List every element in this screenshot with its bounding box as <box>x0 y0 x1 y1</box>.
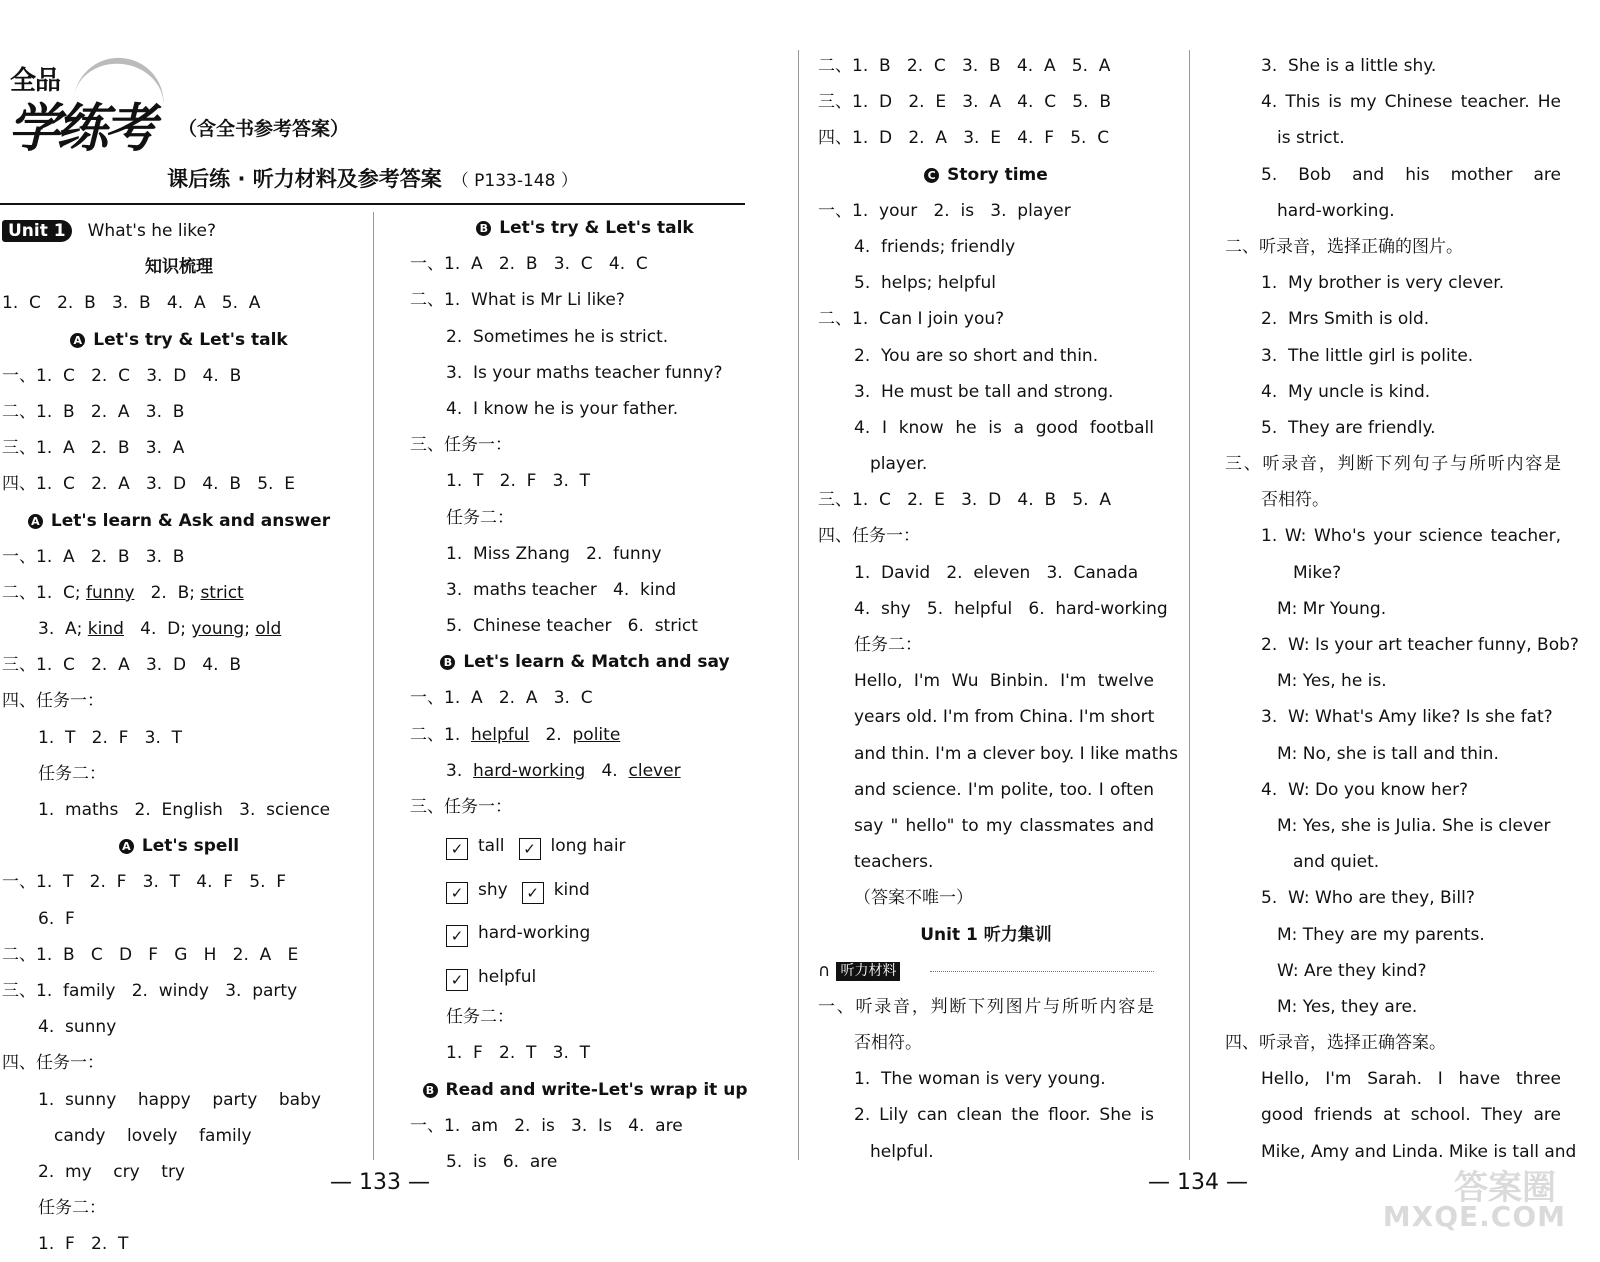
answer-line: 二、1. Can I join you? <box>818 309 1005 330</box>
answer-line: 任务二： <box>38 763 106 784</box>
answer-line: 2. W: Is your art teacher funny, Bob? <box>1261 635 1579 655</box>
check-icon: ✓ <box>446 882 468 904</box>
answer-line: M: Yes, they are. <box>1277 996 1418 1017</box>
check-icon: ✓ <box>519 838 541 860</box>
underlined-answer: old <box>255 619 282 640</box>
section-heading <box>2 249 356 285</box>
answer-line: 二、1. B 2. C 3. B 4. A 5. A <box>818 56 1111 76</box>
checkbox-label: long hair <box>550 836 626 857</box>
answer-line: 二、1. B C D F G H 2. A E <box>2 944 299 965</box>
answer-line: 2. my cry try <box>38 1161 185 1182</box>
answer-line: 4. I know he is a good football <box>854 417 1154 438</box>
page-number-left: — 133 — <box>330 1170 430 1195</box>
answer-line: M: Yes, he is. <box>1277 671 1387 692</box>
answer-line: 1. F 2. T <box>38 1234 129 1255</box>
section-badge-icon: B <box>476 221 491 236</box>
underlined-answer: strict <box>200 582 244 603</box>
answer-text: 二、1. <box>410 724 472 745</box>
answer-text: 4. D; <box>123 619 192 640</box>
answer-line: 4. sunny <box>38 1017 117 1038</box>
answer-line: 3. W: What's Amy like? Is she fat? <box>1261 707 1553 728</box>
section-badge-icon: C <box>924 168 939 183</box>
section-badge-icon: A <box>28 514 43 529</box>
answer-line <box>410 753 760 789</box>
check-icon: ✓ <box>446 925 468 947</box>
answer-line: candy lovely family <box>54 1125 252 1146</box>
check-icon: ✓ <box>522 882 544 904</box>
answer-line: Hello, I'm Wu Binbin. I'm twelve <box>854 671 1154 692</box>
answer-line: 1. C 2. B 3. B 4. A 5. A <box>2 293 261 314</box>
unit-title: What's he like? <box>87 221 217 241</box>
checkbox-row <box>410 825 760 869</box>
answer-line: 一、1. A 2. A 3. C <box>410 688 593 709</box>
answer-line: 四、任务一： <box>2 691 104 712</box>
answer-line: good friends at school. They are <box>1261 1105 1561 1126</box>
page-range: （ P133-148 ） <box>451 171 578 191</box>
logo-top-text: 全品 <box>10 66 61 96</box>
answer-line: 二、1. B 2. A 3. B <box>2 401 185 422</box>
answer-line: 1. T 2. F 3. T <box>446 471 591 492</box>
answer-line: 三、任务一： <box>410 797 512 817</box>
answer-line: and thin. I'm a clever boy. I like maths <box>854 743 1178 764</box>
checkbox-label: shy <box>478 879 508 900</box>
section-heading-text: Unit 1 听力集训 <box>920 924 1052 945</box>
answer-line: 1. David 2. eleven 3. Canada <box>854 562 1139 583</box>
underlined-answer: clever <box>628 760 681 781</box>
answer-line: 5. Chinese teacher 6. strict <box>446 616 698 637</box>
watermark-bottom: MXQE.COM <box>1382 1200 1566 1233</box>
answer-line: 5. is 6. are <box>446 1151 558 1172</box>
answer-line: 任务二： <box>38 1198 106 1219</box>
unit-label: Unit 1 <box>2 220 72 242</box>
answer-line: 二、1. What is Mr Li like? <box>410 290 625 311</box>
answer-line: 一、1. C 2. C 3. D 4. B <box>2 365 242 386</box>
answer-line: 1. Miss Zhang 2. funny <box>446 543 662 564</box>
answer-line: （答案不唯一） <box>854 888 973 909</box>
answer-line: 否相符。 <box>1261 490 1329 511</box>
answer-line: 1. My brother is very clever. <box>1261 273 1505 294</box>
answer-line: 四、任务一： <box>818 526 920 547</box>
check-icon: ✓ <box>446 969 468 991</box>
title-rule <box>0 203 745 205</box>
answer-line: 2. You are so short and thin. <box>854 345 1099 366</box>
column-1 <box>2 213 356 1262</box>
checkbox-row <box>410 869 760 913</box>
answer-line: 三、1. C 2. A 3. D 4. B <box>2 655 241 676</box>
checkbox-label: kind <box>553 879 590 900</box>
answer-line: say " hello" to my classmates and <box>854 815 1154 836</box>
page-number-right: — 134 — <box>1148 1170 1248 1195</box>
column-divider-1 <box>373 212 374 1160</box>
page-title <box>0 163 745 193</box>
answer-text: ; <box>244 619 256 640</box>
answer-text: 3. <box>446 760 474 781</box>
answer-line: 任务二： <box>446 1007 514 1028</box>
answer-line: 三、1. C 2. E 3. D 4. B 5. A <box>818 490 1111 511</box>
brand-logo <box>6 58 350 159</box>
answer-line: helpful. <box>870 1141 934 1162</box>
answer-line: hard-working. <box>1277 200 1395 221</box>
answer-line <box>410 717 760 753</box>
answer-line: 1. F 2. T 3. T <box>446 1043 591 1064</box>
listening-material-heading <box>818 953 1154 989</box>
answer-line: 5. They are friendly. <box>1261 417 1436 438</box>
answer-line: M: Mr Young. <box>1277 598 1387 619</box>
listening-material-label: 听力材料 <box>836 962 900 981</box>
answer-line: 5. Bob and his mother are <box>1261 164 1561 185</box>
answer-line: 3. The little girl is polite. <box>1261 345 1474 366</box>
column-divider-2 <box>1189 50 1190 1160</box>
underlined-answer: helpful <box>471 724 530 745</box>
unit-heading <box>2 213 356 249</box>
answer-line: 3. She is a little shy. <box>1261 56 1437 76</box>
answer-line: 否相符。 <box>854 1033 922 1054</box>
answer-line: 四、听录音，选择正确答案。 <box>1225 1033 1446 1054</box>
underlined-answer: young <box>191 619 245 640</box>
answer-line: 一、1. T 2. F 3. T 4. F 5. F <box>2 872 287 893</box>
answer-line: 三、1. family 2. windy 3. party <box>2 980 298 1001</box>
page-title-text: 课后练 · 听力材料及参考答案 <box>167 167 442 191</box>
watermark-top: 答案圈 <box>1454 1168 1556 1208</box>
answer-line: 一、1. A 2. B 3. C 4. C <box>410 254 648 275</box>
answer-line: 1. The woman is very young. <box>854 1069 1106 1090</box>
column-2 <box>410 210 760 1180</box>
section-badge-icon: A <box>119 839 134 854</box>
answer-line: 任务二： <box>854 635 922 655</box>
answer-line: 三、任务一： <box>410 435 512 456</box>
section-badge-icon: A <box>70 333 85 348</box>
check-icon: ✓ <box>446 838 468 860</box>
answer-line: player. <box>870 454 928 475</box>
answer-line: 1. maths 2. English 3. science <box>38 800 331 820</box>
answer-line: Mike? <box>1293 562 1342 583</box>
section-heading <box>410 644 760 680</box>
column-3 <box>818 48 1178 1170</box>
answer-line: 4. W: Do you know her? <box>1261 779 1469 800</box>
section-heading-text: Let's learn & Ask and answer <box>50 510 331 531</box>
section-heading-text: Let's spell <box>141 836 240 857</box>
answer-line: 5. W: Who are they, Bill? <box>1261 888 1475 909</box>
answer-line: 四、任务一： <box>2 1053 104 1074</box>
section-heading <box>2 503 356 539</box>
checkbox-label: helpful <box>478 966 537 987</box>
checkbox-row <box>410 912 760 956</box>
checkbox-label: tall <box>478 836 505 857</box>
answer-line: is strict. <box>1277 128 1345 149</box>
answer-line: years old. I'm from China. I'm short <box>854 707 1155 728</box>
answer-line: 三、听录音，判断下列句子与所听内容是 <box>1225 454 1561 475</box>
answer-text: 二、1. C; <box>2 582 87 603</box>
answer-line: 任务二： <box>446 507 514 528</box>
section-heading-text: Let's learn & Match and say <box>463 652 730 673</box>
answer-line: 一、听录音，判断下列图片与所听内容是 <box>818 996 1154 1017</box>
answer-line: 1. T 2. F 3. T <box>38 727 183 748</box>
answer-line: 4. This is my Chinese teacher. He <box>1261 92 1561 113</box>
answer-line: Mike, Amy and Linda. Mike is tall and <box>1261 1141 1577 1162</box>
answer-line: 3. maths teacher 4. kind <box>446 579 677 600</box>
underlined-answer: kind <box>87 619 124 640</box>
logo-main-text: 学练考 <box>8 99 153 159</box>
answer-line: 三、1. D 2. E 3. A 4. C 5. B <box>818 92 1111 113</box>
answer-line: 一、1. your 2. is 3. player <box>818 200 1071 221</box>
section-heading <box>818 917 1154 953</box>
checkbox-label: hard-working <box>478 923 591 944</box>
underlined-answer: hard-working <box>473 760 586 781</box>
section-heading <box>818 157 1154 193</box>
answer-line: 2. Sometimes he is strict. <box>446 326 669 347</box>
section-heading <box>410 210 760 246</box>
answer-line: M: They are my parents. <box>1277 924 1485 945</box>
section-heading <box>2 828 356 864</box>
answer-line: 2. Mrs Smith is old. <box>1261 309 1430 330</box>
section-heading-text: Let's try & Let's talk <box>499 218 694 238</box>
section-heading-text: 知识梳理 <box>145 257 213 278</box>
answer-line: 四、1. C 2. A 3. D 4. B 5. E <box>2 474 295 495</box>
answer-line: 一、1. am 2. is 3. Is 4. are <box>410 1115 683 1136</box>
answer-line: 3. Is your maths teacher funny? <box>446 362 723 383</box>
section-heading <box>410 1072 760 1108</box>
section-heading-text: Read and write-Let's wrap it up <box>445 1079 748 1100</box>
answer-line: M: No, she is tall and thin. <box>1277 743 1499 764</box>
answer-line: 2. Lily can clean the floor. She is <box>854 1105 1154 1126</box>
answer-line <box>2 575 356 611</box>
answer-line: 4. shy 5. helpful 6. hard-working <box>854 598 1168 619</box>
answer-line: 5. helps; helpful <box>854 273 996 294</box>
answer-line: W: Are they kind? <box>1277 960 1427 981</box>
answer-line: 1. sunny happy party baby <box>38 1089 321 1110</box>
answer-line <box>2 611 356 647</box>
answer-line: Hello, I'm Sarah. I have three <box>1261 1069 1561 1090</box>
answer-text: 2. B; <box>134 582 201 603</box>
checkbox-row <box>410 956 760 1000</box>
answer-line: 4. My uncle is kind. <box>1261 381 1431 402</box>
section-heading <box>2 322 356 358</box>
answer-line: 4. I know he is your father. <box>446 398 679 419</box>
section-badge-icon: B <box>440 655 455 670</box>
page-gutter <box>798 50 799 1160</box>
answer-line: M: Yes, she is Julia. She is clever <box>1277 815 1551 836</box>
headphone-icon: ∩ <box>818 960 831 981</box>
answer-line: 6. F <box>38 908 75 929</box>
answer-text: 3. A; <box>38 619 88 640</box>
answer-line: 3. He must be tall and strong. <box>854 381 1114 402</box>
answer-text: 4. <box>585 760 629 781</box>
answer-line: and science. I'm polite, too. I often <box>854 779 1154 800</box>
answer-line: and quiet. <box>1293 852 1380 873</box>
underlined-answer: funny <box>86 582 135 603</box>
answer-line: 4. friends; friendly <box>854 236 1016 257</box>
section-heading-text: Let's try & Let's talk <box>93 329 288 350</box>
answer-line: 三、1. A 2. B 3. A <box>2 438 185 459</box>
answer-line: 1. W: Who's your science teacher, <box>1261 526 1561 547</box>
answer-line: 四、1. D 2. A 3. E 4. F 5. C <box>818 128 1110 149</box>
column-4 <box>1225 48 1579 1170</box>
answer-line: 二、听录音，选择正确的图片。 <box>1225 236 1463 257</box>
section-heading-text: Story time <box>947 164 1048 185</box>
answer-text: 2. <box>529 724 573 745</box>
dotted-leader <box>930 971 1154 972</box>
underlined-answer: polite <box>572 724 621 745</box>
logo-note: （含全书参考答案） <box>178 118 350 140</box>
watermark <box>1382 1160 1566 1236</box>
section-badge-icon: B <box>423 1083 438 1098</box>
answer-line: 一、1. A 2. B 3. B <box>2 546 185 567</box>
answer-line: teachers. <box>854 852 934 873</box>
